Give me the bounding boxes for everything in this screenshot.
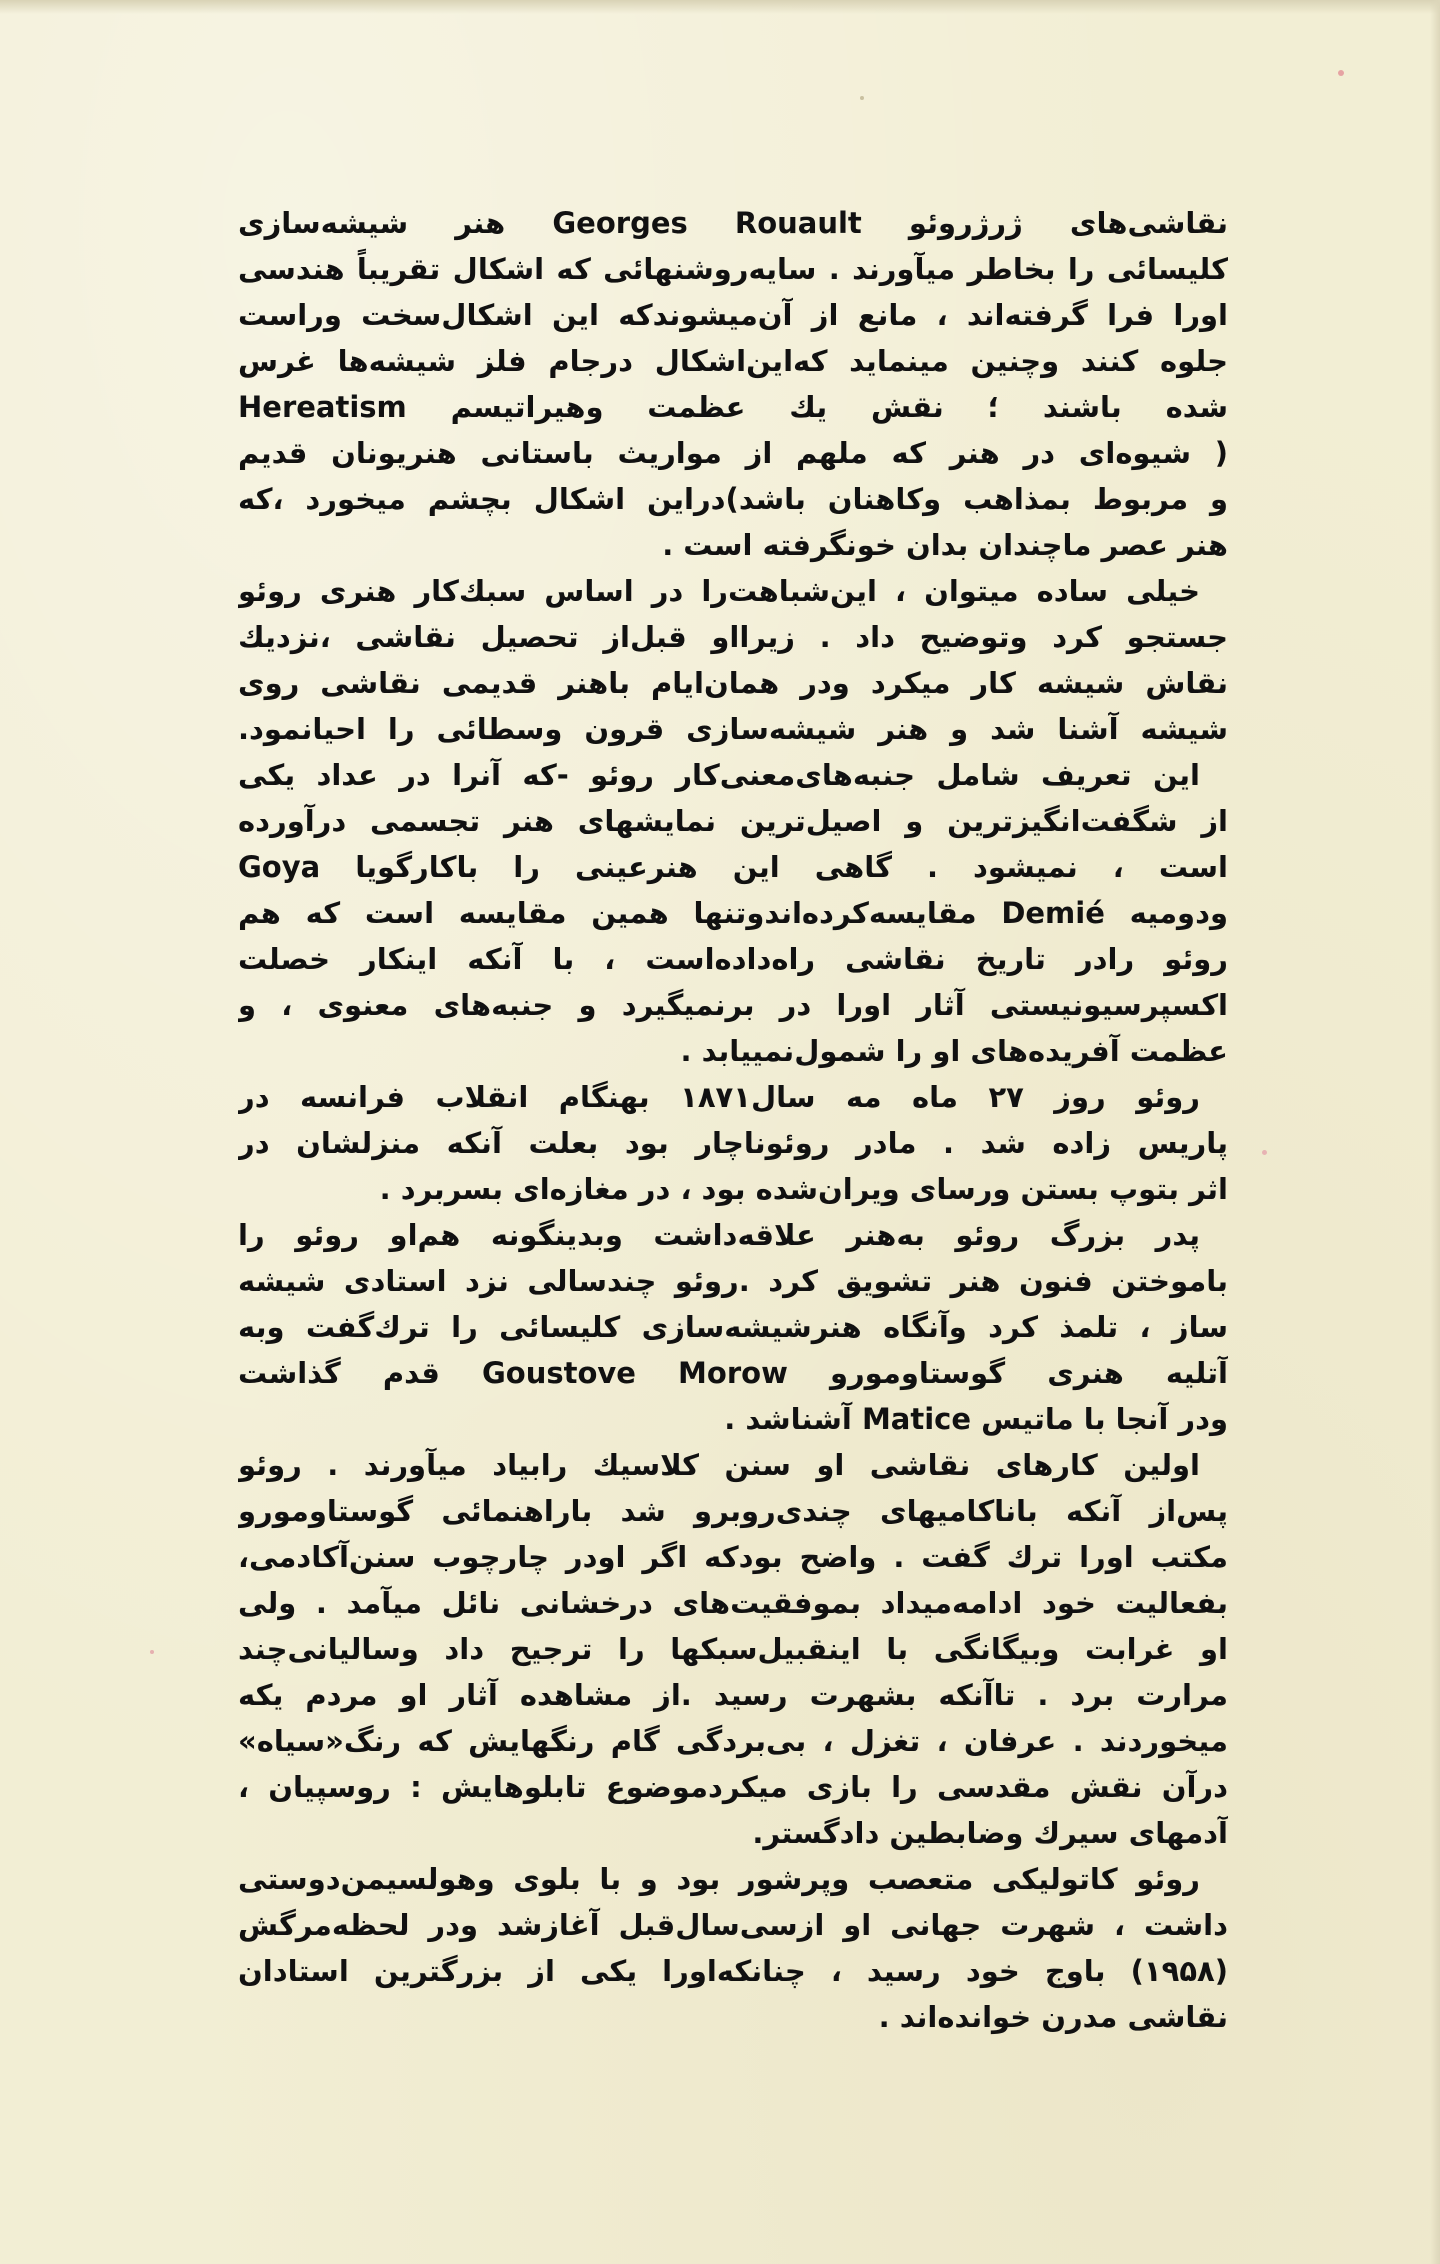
text-line: روئو روز ۲۷ ماه مه سال۱۸۷۱ بهنگام انقلاب فرانسه در: [238, 1080, 1200, 1114]
text-line: نقاش شیشه کار میکرد ودر همان‌ایام باهنر قدیمی نقاشی روی: [238, 666, 1228, 700]
text-line: جلوه کنند وچنین مینماید که‌این‌اشکال درجام فلز شیشه‌ها غرس: [238, 344, 1228, 378]
text-line: بفعالیت خود ادامه‌میداد بموفقیت‌های درخشانی نائل میآمد . ولی: [238, 1586, 1228, 1620]
page-top-edge: [0, 0, 1440, 14]
text-line: اولین کارهای نقاشی او سنن کلاسیك رابیاد میآورند . روئو: [238, 1448, 1200, 1482]
text-line: پدر بزرگ روئو به‌هنر علاقه‌داشت وبدینگونه هم‌او روئو را: [238, 1218, 1200, 1252]
scan-speck: [1262, 1150, 1267, 1155]
paragraph: [238, 1212, 1228, 1442]
text-line: کلیسائی را بخاطر میآورند . سایه‌روشنهائی که اشکال تقریباً هندسی: [238, 252, 1228, 286]
text-line: پاریس زاده شد . مادر روئوناچار بود بعلت آنکه منزلشان در: [238, 1126, 1228, 1160]
paragraph: [238, 200, 1228, 568]
paragraph: [238, 1856, 1228, 2040]
paragraph: [238, 1442, 1228, 1856]
text-line: ودر آنجا با ماتیس Matice آشناشد .: [724, 1402, 1228, 1436]
text-line: درآن نقش مقدسی را بازی میکردموضوع تابلوهایش : روسپیان ،: [238, 1770, 1228, 1804]
text-line: نقاشی‌های ژرژروئو Georges Rouault هنر شیشه‌سازی: [238, 206, 1228, 240]
text-line: روئو کاتولیکی متعصب وپرشور بود و با بلوی وهولسیمن‌دوستی: [238, 1862, 1200, 1896]
text-line: شیشه آشنا شد و هنر شیشه‌سازی قرون وسطائی را احیانمود.: [238, 712, 1228, 746]
text-line: داشت ، شهرت جهانی او ازسی‌سال‌قبل آغازشد ودر لحظه‌مرگش: [238, 1908, 1228, 1942]
scan-speck: [860, 96, 864, 100]
text-line: اورا فرا گرفته‌اند ، مانع از آن‌میشوندکه این اشکال‌سخت وراست: [238, 298, 1228, 332]
text-line: از شگفت‌انگیزترین و اصیل‌ترین نمایشهای هنر تجسمی درآورده: [238, 804, 1228, 838]
text-line: ودومیه Demié مقایسه‌کرده‌اندوتنها همین مقایسه است که هم: [238, 896, 1228, 930]
text-line: عظمت آفریده‌های او را شمول‌نمییابد .: [680, 1034, 1228, 1068]
paragraph: [238, 752, 1228, 1074]
text-line: آتلیه هنری گوستاومورو Goustove Morow قدم گذاشت: [238, 1356, 1228, 1390]
text-line: جستجو کرد وتوضیح داد . زیرااو قبل‌از تحصیل نقاشی ،نزدیك: [238, 620, 1228, 654]
text-line: ( شیوه‌ای در هنر که ملهم از مواریث باستانی هنریونان قدیم: [238, 436, 1228, 470]
scan-speck: [150, 1650, 154, 1654]
scan-speck: [1338, 70, 1344, 76]
text-line: نقاشی مدرن خوانده‌اند .: [878, 2000, 1228, 2034]
text-line: و مربوط بمذاهب وکاهنان باشد)دراین اشکال بچشم میخورد ،که: [238, 482, 1228, 516]
text-line: این تعریف شامل جنبه‌های‌معنی‌کار روئو -که آنرا در عداد یکی: [238, 758, 1200, 792]
text-line: اثر بتوپ بستن ورسای ویران‌شده بود ، در مغازه‌ای بسربرد .: [379, 1172, 1228, 1206]
text-line: مکتب اورا ترك گفت . واضح بودکه اگر اودر چارچوب سنن‌آکادمی،: [238, 1540, 1228, 1574]
text-line: روئو رادر تاریخ نقاشی راه‌داده‌است ، با آنکه اینکار خصلت: [238, 942, 1228, 976]
text-line: پس‌از آنکه باناکامیهای چندی‌روبرو شد باراهنمائی گوستاومورو: [238, 1494, 1228, 1528]
text-line: اکسپرسیونیستی آثار اورا در برنمیگیرد و جنبه‌های معنوی ، و: [238, 988, 1228, 1022]
text-line: ساز ، تلمذ کرد وآنگاه هنرشیشه‌سازی کلیسائی را ترك‌گفت وبه: [238, 1310, 1228, 1344]
text-line: مرارت برد . تاآنکه بشهرت رسید .از مشاهده آثار او مردم یکه: [238, 1678, 1228, 1712]
text-line: شده باشند ؛ نقش یك عظمت وهیراتیسم Hereatism: [238, 390, 1228, 424]
paragraph: [238, 568, 1228, 752]
text-line: (۱۹۵۸) باوج خود رسید ، چنانکه‌اورا یکی از بزرگترین استادان: [238, 1954, 1228, 1988]
document-body: [238, 200, 1228, 2040]
page-right-edge: [1430, 0, 1440, 2264]
text-line: باموختن فنون هنر تشویق کرد .روئو چندسالی نزد استادی شیشه: [238, 1264, 1228, 1298]
text-line: میخوردند . عرفان ، تغزل ، بی‌بردگی گام رنگهایش که رنگ«سیاه»: [238, 1724, 1228, 1758]
text-line: او غرابت وبیگانگی با اینقبیل‌سبکها را ترجیح داد وسالیانی‌چند: [238, 1632, 1228, 1666]
text-line: است ، نمیشود . گاهی این هنرعینی را باکارگویا Goya: [238, 850, 1228, 884]
text-line: آدمهای سیرك وضابطین دادگستر.: [752, 1816, 1228, 1850]
text-line: خیلی ساده میتوان ، این‌شباهت‌را در اساس سبك‌کار هنری روئو: [238, 574, 1200, 608]
paragraph: [238, 1074, 1228, 1212]
text-line: هنر عصر ماچندان بدان خونگرفته است .: [662, 528, 1228, 562]
